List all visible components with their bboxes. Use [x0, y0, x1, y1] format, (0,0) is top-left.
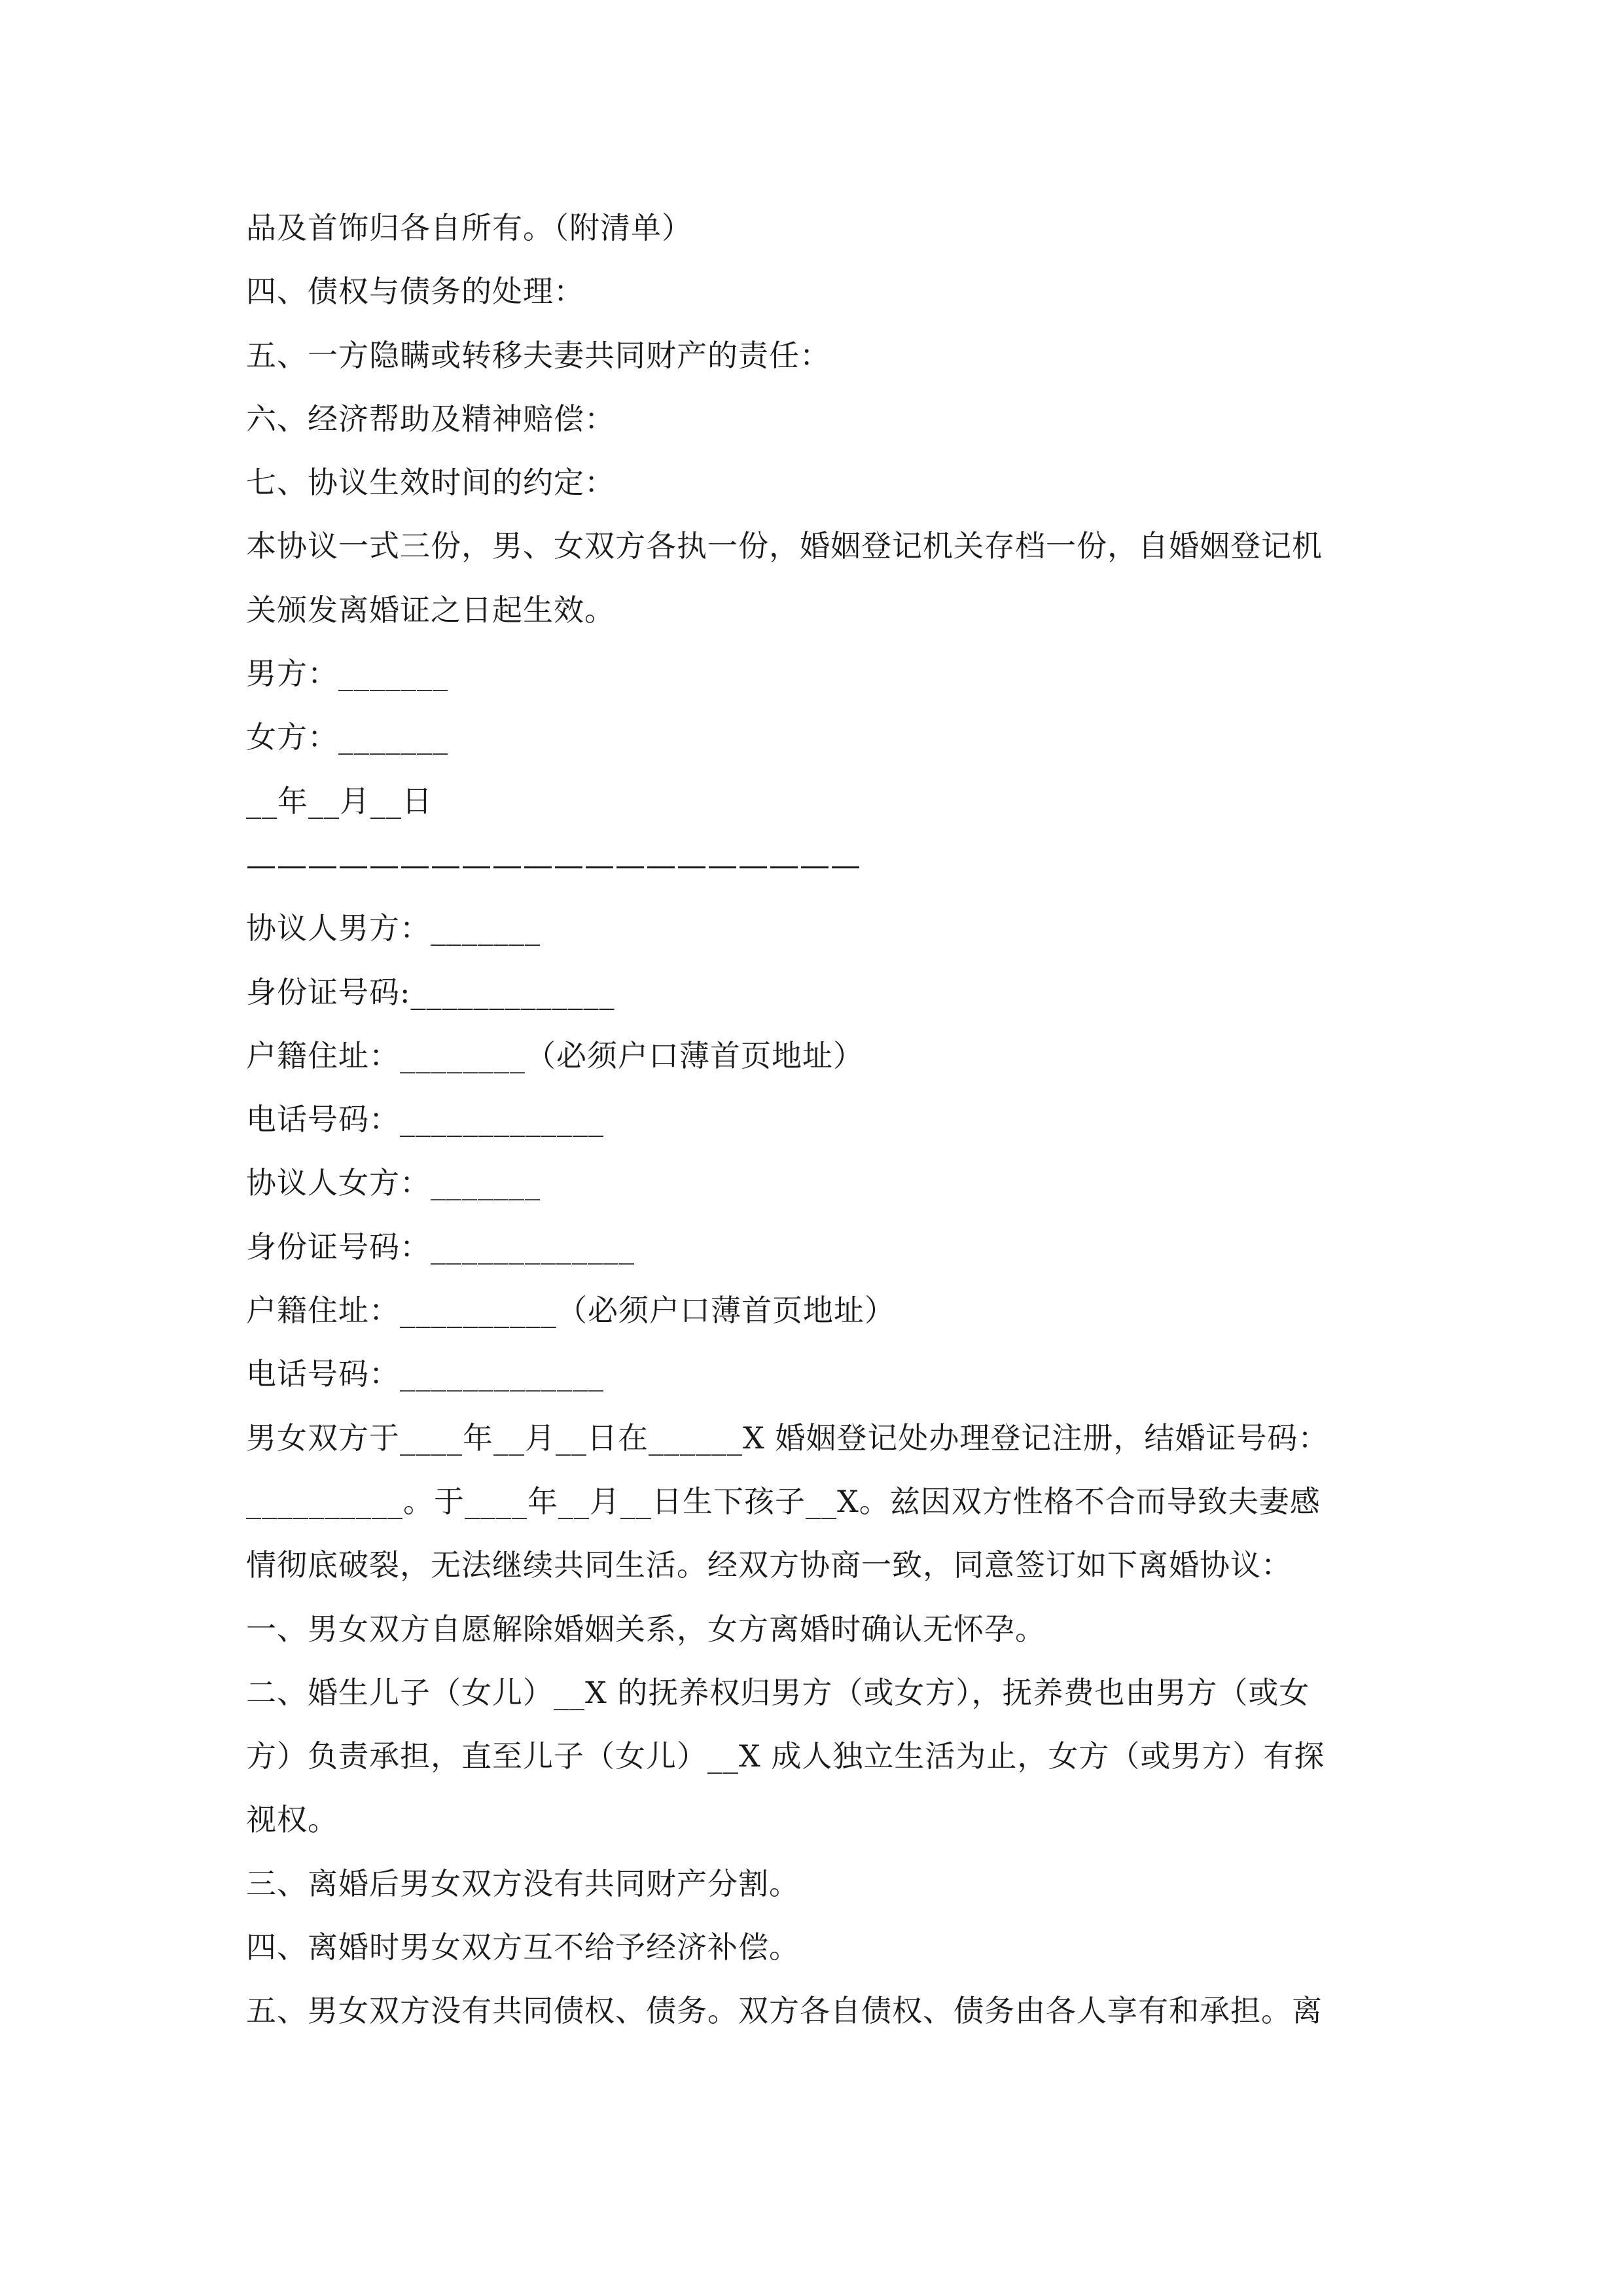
signature-female: 女方：_______: [246, 719, 448, 755]
clause-4: 四、离婚时男女双方互不给予经济补偿。: [246, 1929, 800, 1965]
text-line: 方）负责承担，直至儿子（女儿）__X 成人独立生活为止，女方（或男方）有探: [246, 1738, 1325, 1774]
clause-1: 一、男女双方自愿解除婚姻关系，女方离婚时确认无怀孕。: [246, 1611, 1046, 1647]
clause-2: 二、婚生儿子（女儿）__X 的抚养权归男方（或女方），抚养费也由男方（或女: [246, 1674, 1310, 1710]
clause-3: 三、离婚后男女双方没有共同财产分割。: [246, 1865, 800, 1901]
document-body: [246, 196, 1385, 2043]
section-heading-debts: 四、债权与债务的处理：: [246, 274, 584, 310]
text-line: 视权。: [246, 1802, 338, 1838]
signature-male: 男方：_______: [246, 656, 448, 692]
separator-line: ————————————————————: [246, 846, 861, 882]
party-male-id: 身份证号码:_____________: [246, 974, 615, 1010]
party-female-address: 户籍住址：__________（必须户口薄首页地址）: [246, 1293, 895, 1329]
date-line: __年__月__日: [246, 783, 433, 819]
text-line: 关颁发离婚证之日起生效。: [246, 592, 615, 628]
section-heading-concealment: 五、一方隐瞒或转移夫妻共同财产的责任：: [246, 337, 830, 373]
party-male-address: 户籍住址：________（必须户口薄首页地址）: [246, 1037, 864, 1073]
text-line: 男女双方于____年__月__日在______X 婚姻登记处办理登记注册，结婚证号码：: [246, 1420, 1329, 1456]
section-heading-compensation: 六、经济帮助及精神赔偿：: [246, 401, 615, 437]
section-heading-effective-time: 七、协议生效时间的约定：: [246, 465, 615, 501]
party-female-phone: 电话号码：_____________: [246, 1356, 604, 1392]
party-male-name: 协议人男方：_______: [246, 910, 541, 946]
text-line: 品及首饰归各自所有。（附清单）: [246, 210, 692, 245]
party-female-name: 协议人女方：_______: [246, 1165, 541, 1201]
text-line: 本协议一式三份，男、女双方各执一份，婚姻登记机关存档一份，自婚姻登记机: [246, 528, 1323, 564]
text-line: __________。于____年__月__日生下孩子__X。兹因双方性格不合而导致夫妻感: [246, 1483, 1321, 1519]
party-female-id: 身份证号码：_____________: [246, 1229, 635, 1265]
party-male-phone: 电话号码：_____________: [246, 1102, 604, 1138]
text-line: 情彻底破裂，无法继续共同生活。经双方协商一致，同意签订如下离婚协议：: [246, 1547, 1292, 1583]
clause-5: 五、男女双方没有共同债权、债务。双方各自债权、债务由各人享有和承担。离: [246, 1993, 1323, 2029]
